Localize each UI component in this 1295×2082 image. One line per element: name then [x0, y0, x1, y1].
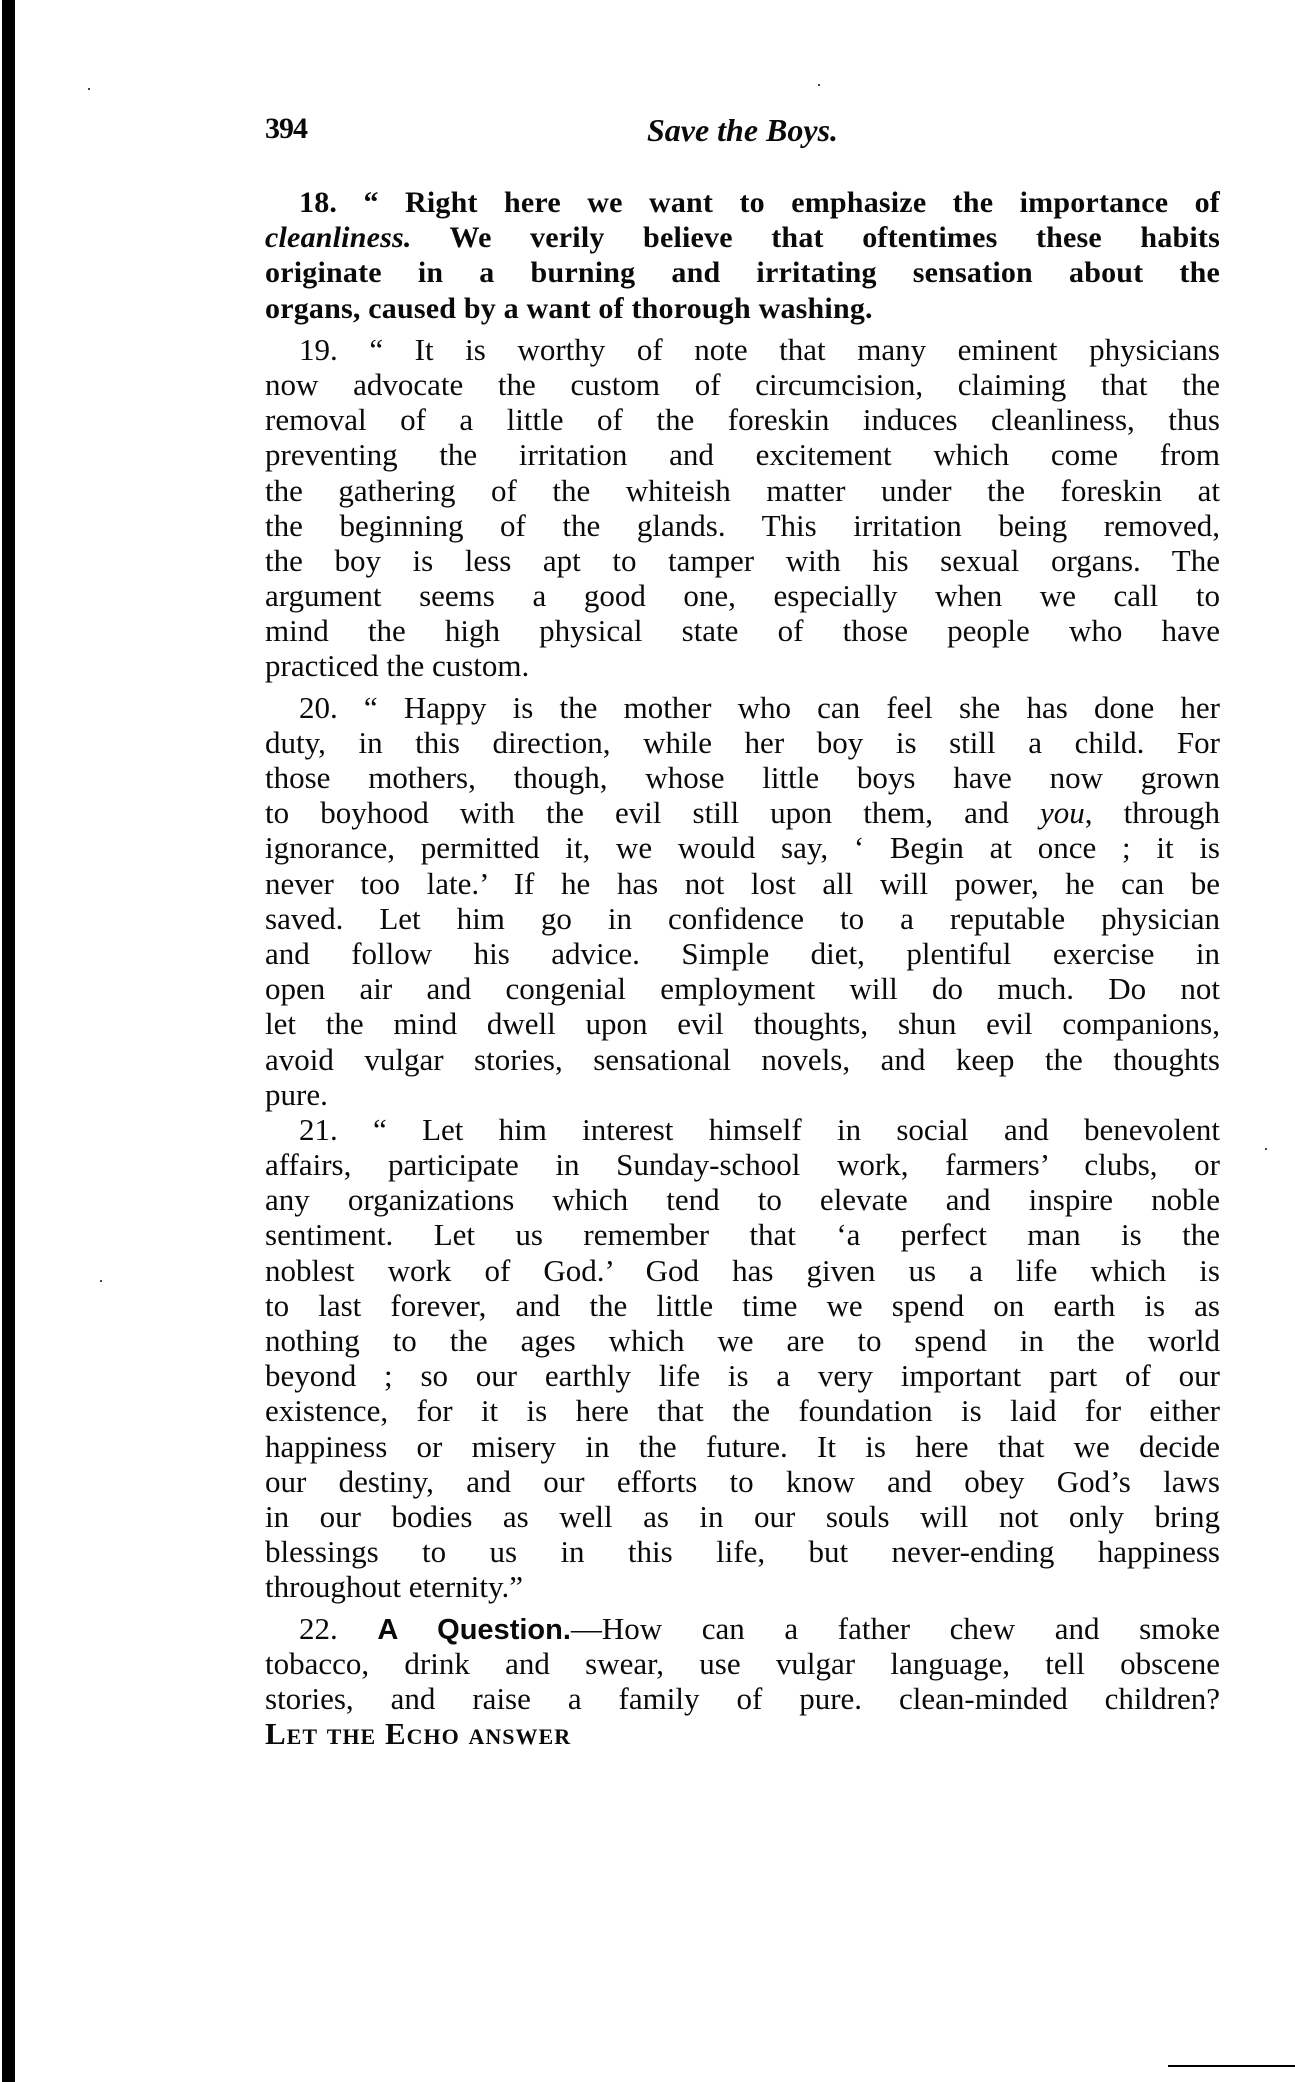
text-line: argument seems a good one, especially when we call to	[265, 578, 1220, 614]
text-line	[265, 1611, 1220, 1646]
scan-speck	[100, 1280, 102, 1282]
text-line: removal of a little of the foreskin induces cleanliness, thus	[265, 402, 1220, 438]
text-line: the beginning of the glands. This irritation being removed,	[265, 507, 1220, 543]
text-line: in our bodies as well as in our souls will not only bring	[265, 1498, 1220, 1534]
text-line: nothing to the ages which we are to spend in the world	[265, 1323, 1220, 1358]
text-line: 19. “ It is worthy of note that many eminent physicians	[299, 331, 1220, 367]
text-line: practiced the custom.	[265, 648, 530, 684]
emphasis-you: you	[1039, 795, 1085, 831]
text-line: and follow his advice. Simple diet, plentiful exercise in	[265, 935, 1220, 971]
text-line: happiness or misery in the future. It is here that we decide	[265, 1428, 1220, 1464]
scan-edge-shadow	[2, 0, 15, 2082]
text-line: ignorance, permitted it, we would say, ‘ Begin at once ; it is	[265, 830, 1220, 866]
text-line: preventing the irritation and excitement which come from	[265, 437, 1220, 473]
text-line: existence, for it is here that the foundation is laid for either	[265, 1393, 1220, 1429]
paragraph-18	[265, 185, 1220, 326]
scan-speck	[1265, 1148, 1267, 1150]
page-body	[265, 185, 1220, 1751]
text-line: pure.	[265, 1076, 328, 1112]
text-line: to last forever, and the little time we spend on earth is as	[265, 1287, 1220, 1323]
text-line: affairs, participate in Sunday-school work, farmers’ clubs, or	[265, 1147, 1220, 1183]
text-line	[265, 220, 1220, 255]
paragraph-19	[265, 332, 1220, 684]
text-line: let the mind dwell upon evil thoughts, shun evil companions,	[265, 1006, 1220, 1042]
text-line: 20. “ Happy is the mother who can feel she has done her	[299, 689, 1220, 725]
text-line: open air and congenial employment will do much. Do not	[265, 971, 1220, 1007]
running-title: Save the Boys.	[646, 112, 839, 148]
text-line-rest: We verily believe that oftentimes these habits	[411, 221, 1220, 255]
paragraph-number: 22.	[299, 1610, 338, 1646]
page-header	[265, 112, 1220, 152]
closing-line: Let the Echo answer	[265, 1716, 572, 1752]
text-line: now advocate the custom of circumcision, claiming that the	[265, 366, 1220, 402]
text-line: mind the high physical state of those people who have	[265, 613, 1220, 649]
text-line: duty, in this direction, while her boy is still a child. For	[265, 724, 1220, 760]
text-line: those mothers, though, whose little boys have now grown	[265, 760, 1220, 795]
paragraph-20	[265, 690, 1220, 1112]
text-line: organs, caused by a want of thorough washing.	[265, 291, 873, 325]
emphasis-cleanliness: cleanliness.	[265, 221, 412, 255]
text-line: originate in a burning and irritating sensation about the	[265, 256, 1220, 290]
scan-speck	[88, 88, 90, 90]
text-line: never too late.’ If he has not lost all will power, he can be	[265, 865, 1220, 901]
text-line: sentiment. Let us remember that ‘a perfect man is the	[265, 1217, 1220, 1253]
text-line	[265, 795, 1220, 830]
text-line: avoid vulgar stories, sensational novels, and keep the thoughts	[265, 1041, 1220, 1077]
text-line: the gathering of the whiteish matter under the foreskin at	[265, 472, 1220, 508]
text-segment: —How can a father chew and smoke	[570, 1610, 1221, 1646]
text-line: tobacco, drink and swear, use vulgar language, tell obscene	[265, 1645, 1220, 1681]
text-segment: to boyhood with the evil still upon them, and	[265, 795, 1009, 831]
text-line: our destiny, and our efforts to know and obey God’s laws	[265, 1463, 1220, 1499]
text-line: the boy is less apt to tamper with his sexual organs. The	[265, 542, 1220, 578]
text-line: 21. “ Let him interest himself in social and benevolent	[299, 1111, 1220, 1147]
paragraph-22	[265, 1611, 1220, 1752]
text-line: any organizations which tend to elevate and inspire noble	[265, 1182, 1220, 1218]
page-number: 394	[265, 112, 307, 145]
text-line: 18. “ Right here we want to emphasize the importance of	[299, 186, 1220, 219]
scan-speck	[818, 84, 820, 86]
text-segment: , through	[1084, 795, 1221, 831]
text-line: blessings to us in this life, but never-ending happiness	[265, 1534, 1220, 1570]
question-heading: A Question.	[377, 1613, 571, 1646]
text-line: stories, and raise a family of pure. clean-minded children?	[265, 1680, 1220, 1716]
text-line: noblest work of God.’ God has given us a life which is	[265, 1252, 1220, 1288]
paragraph-21	[265, 1112, 1220, 1605]
text-line: throughout eternity.”	[265, 1569, 523, 1605]
bottom-corner-rule	[1168, 2065, 1295, 2067]
text-line: saved. Let him go in confidence to a reputable physician	[265, 900, 1220, 936]
text-line: beyond ; so our earthly life is a very important part of our	[265, 1358, 1220, 1394]
